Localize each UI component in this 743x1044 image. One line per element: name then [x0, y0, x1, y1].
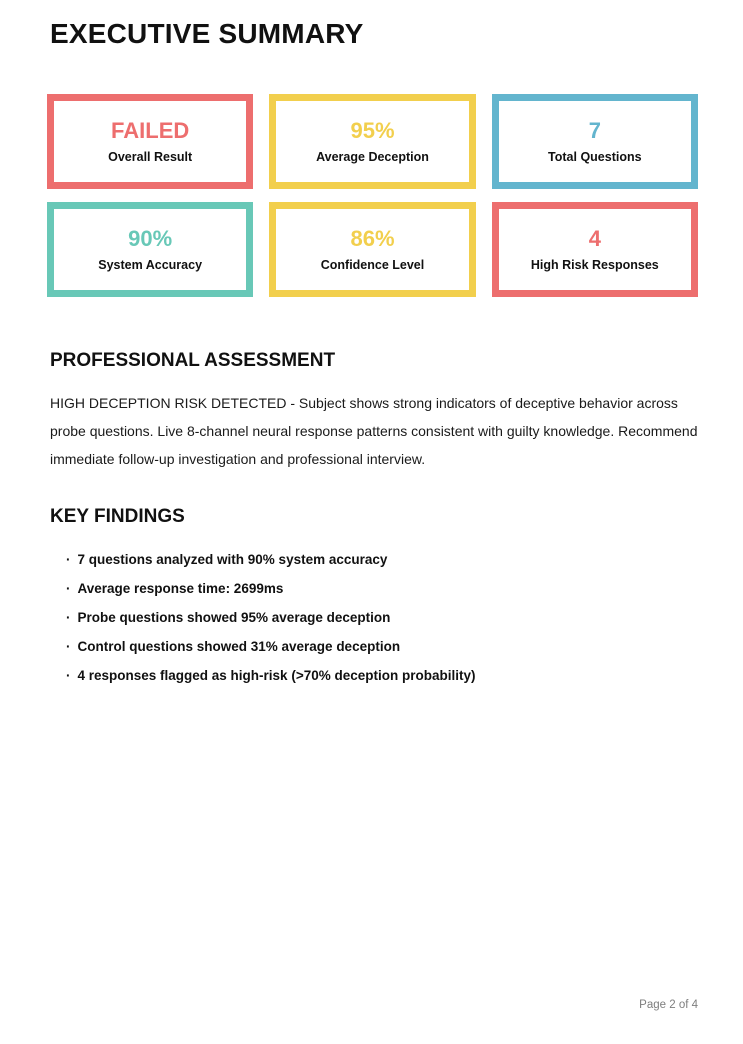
stat-card-grid	[47, 94, 698, 297]
assessment-body: HIGH DECEPTION RISK DETECTED - Subject shows strong indicators of deceptive behavior across probe questions. Live 8-channel neural response patterns consistent with guilty knowledge. Recommend immediate follow-up investigation and professional interview.	[50, 395, 698, 467]
stat-value: 4	[588, 225, 601, 251]
assessment-heading: PROFESSIONAL ASSESSMENT	[50, 350, 336, 371]
stat-label: Average Deception	[316, 149, 429, 164]
finding-item	[66, 608, 698, 627]
finding-text: Average response time: 2699ms	[77, 581, 284, 596]
stat-value: 7	[588, 117, 601, 143]
stat-card-high-risk-responses	[492, 202, 698, 297]
finding-item	[66, 579, 698, 598]
bullet-icon: ·	[66, 610, 71, 625]
stat-label: Total Questions	[548, 149, 642, 164]
finding-item	[66, 637, 698, 656]
finding-text: Probe questions showed 95% average deception	[77, 610, 391, 625]
stat-card-system-accuracy	[47, 202, 253, 297]
bullet-icon: ·	[66, 639, 71, 654]
bullet-icon: ·	[66, 668, 71, 683]
stat-value: 95%	[350, 117, 395, 143]
stat-value: FAILED	[111, 117, 190, 143]
key-findings-list	[66, 550, 698, 685]
finding-text: 7 questions analyzed with 90% system accuracy	[77, 552, 388, 567]
stat-card-total-questions	[492, 94, 698, 189]
stat-value: 86%	[350, 225, 395, 251]
stat-label: Confidence Level	[320, 257, 425, 272]
key-findings-heading: KEY FINDINGS	[50, 506, 185, 527]
stat-label: System Accuracy	[98, 257, 203, 272]
page-number: Page 2 of 4	[639, 999, 698, 1011]
bullet-icon: ·	[66, 552, 71, 567]
finding-text: 4 responses flagged as high-risk (>70% deception probability)	[77, 668, 476, 683]
stat-label: Overall Result	[108, 149, 193, 164]
finding-item	[66, 666, 698, 685]
stat-value: 90%	[128, 225, 173, 251]
stat-label: High Risk Responses	[530, 257, 659, 272]
finding-item	[66, 550, 698, 569]
finding-text: Control questions showed 31% average deception	[77, 639, 401, 654]
page-title: EXECUTIVE SUMMARY	[50, 18, 364, 49]
stat-card-average-deception	[269, 94, 475, 189]
bullet-icon: ·	[66, 581, 71, 596]
stat-card-overall-result	[47, 94, 253, 189]
stat-card-confidence-level	[269, 202, 475, 297]
